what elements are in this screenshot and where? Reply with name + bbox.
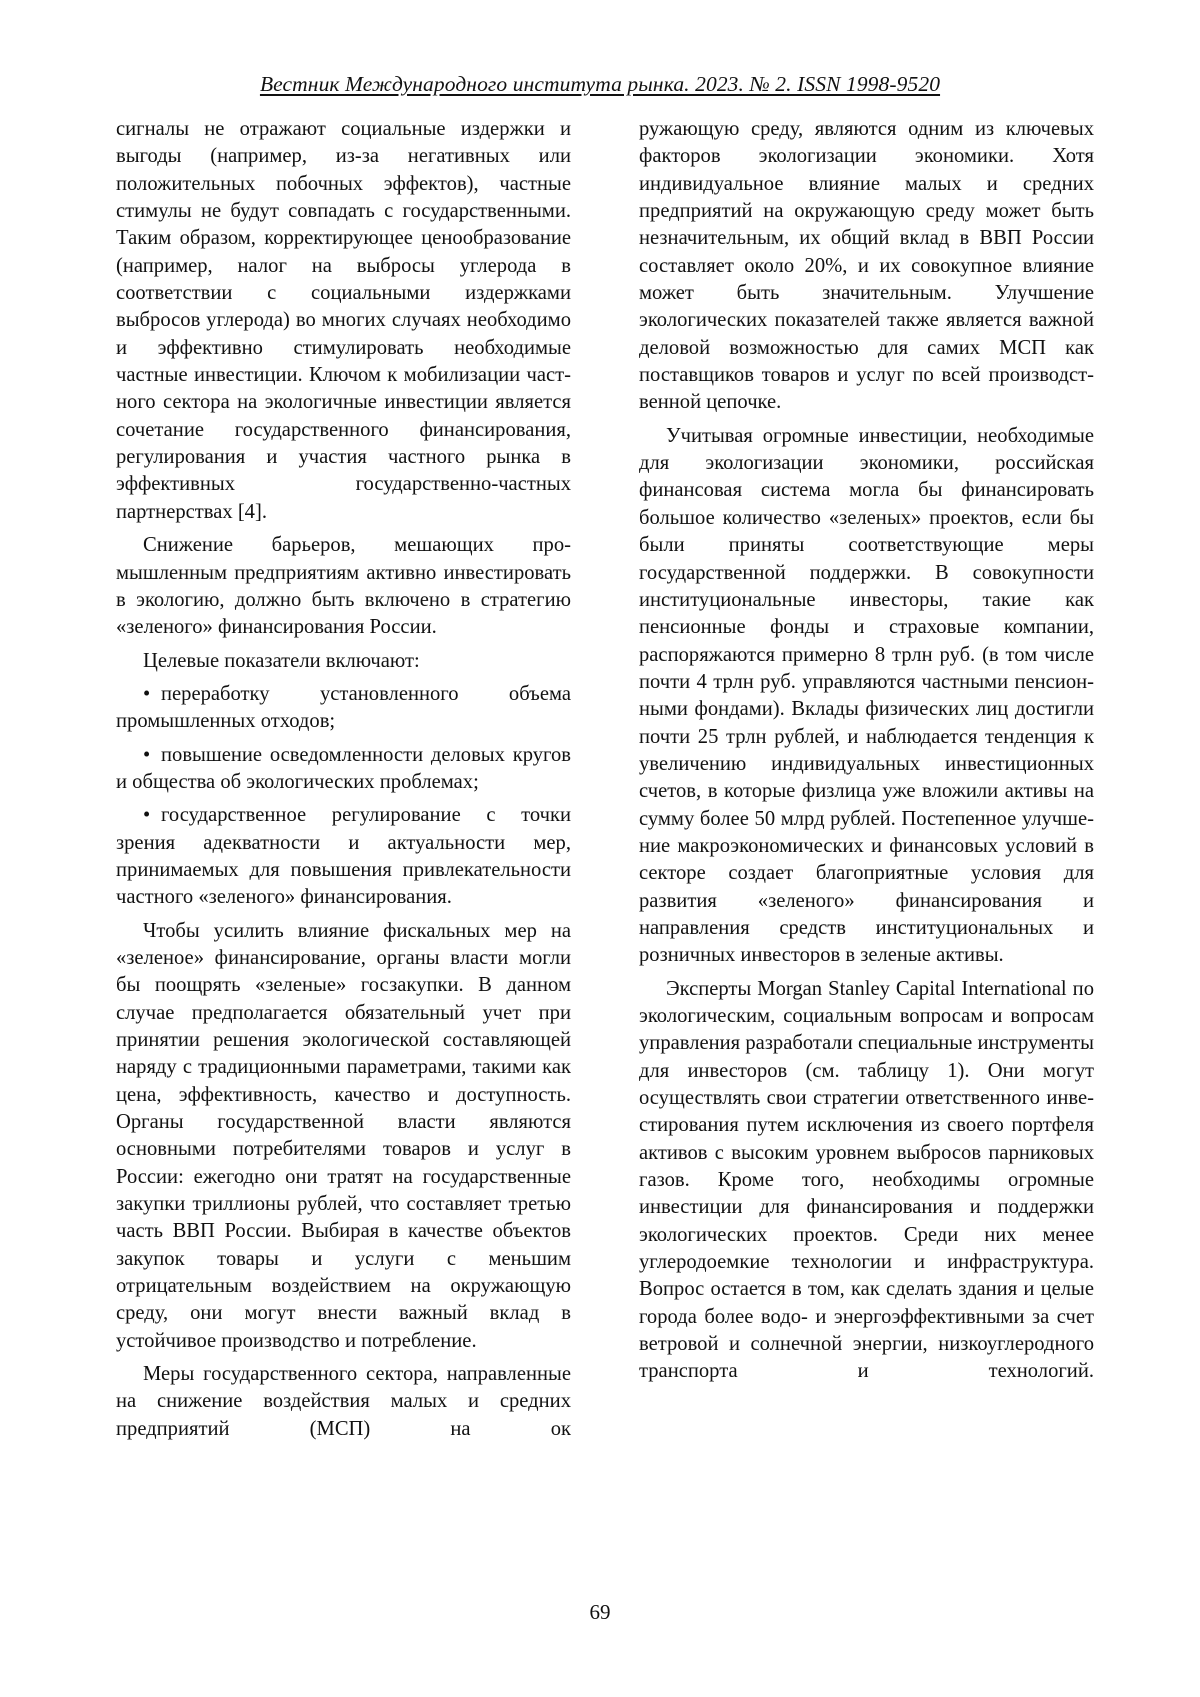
paragraph: сигналы не отражают социальные издержки и выгоды (например, из-за негативных или положительных побочных эффектов), частные стимулы не будут совпадать с государственными. Таким образом, корректирующее ценообразование (например, налог на выбросы углерода в соответствии с социальными издержками выбросов углерода) во многих случаях необходимо и эффективно стимулировать необходимые частные инвестиции. Ключом к мобилизации частного сектора на экологичные инвестиции является сочетание государственного финансирования, регулирования и участия частного рынка в эффективных государственно-частных партнерствах [4]. — [116, 118, 571, 523]
running-header: Вестник Международного института рынка. 2023. № 2. ISSN 1998-9520 — [259, 72, 941, 96]
paragraph: Эксперты Morgan Stanley Capital International по экологическим, социальным вопросам и вопросам управления разработали специальные инструменты для инвесторов (см. таблицу 1). Они могут осуществлять свои стратегии ответственного инвестирования путем исключения из своего портфеля активов с высоким уровнем выбросов парниковых газов. Кроме того, необходимы огромные инвестиции для финансирования и поддержки экологических проектов. Среди них менее углеродоемкие технологии и инфраструктура. Вопрос остается в том, как сделать здания и целые города более водо- и энергоэффективными за счет ветровой и солнечной энергии, низкоуглеродного транспорта и технологий. — [639, 977, 1094, 1383]
right-column — [639, 116, 1094, 1386]
list-item-text: государственное регулирование с точки зрения адекватности и актуальности мер, принимаемых для повышения привлекательности частного «зеленого» финансирования. — [116, 804, 571, 909]
paragraph: Меры государственного сектора, направленные на снижение воздействия малых и средних предприятий (МСП) на ок — [116, 1363, 571, 1440]
bullet-list — [116, 681, 571, 912]
list-item — [116, 681, 571, 736]
paragraph: ружающую среду, являются одним из ключевых факторов экологизации экономики. Хотя индивидуальное влияние малых и средних предприятий на окружающую среду может быть незначительным, их общий вклад в ВВП России составляет около 20%, и их совокупное влияние может быть значительным. Улучшение экологических показателей также является важной деловой возможностью для самих МСП как поставщиков товаров и услуг по всей производственной цепочке. — [639, 118, 1094, 414]
list-item — [116, 802, 571, 911]
list-item — [116, 742, 571, 797]
paragraph: Целевые показатели включают: — [143, 649, 420, 672]
left-column — [116, 116, 571, 1443]
page-number: 69 — [589, 1600, 611, 1624]
paragraph: Чтобы усилить влияние фискальных мер на «зеленое» финансирование, органы власти могли бы поощрять «зеленые» госзакупки. В данном случае предполагается обязательный учет при принятии решения экологической составляющей наряду с традиционными параметрами, такими как цена, эффективность, качество и доступность. Органы государственной власти являются основными потребителями товаров и услуг в России: ежегодно они тратят на государственные закупки триллионы рублей, что составляет третью часть ВВП России. Выбирая в качестве объектов закупок товары и услуги с меньшим отрицательным воздействием на окружающую среду, они могут внести важный вклад в устойчивое производство и потребление. — [116, 919, 571, 1352]
paragraph: Учитывая огромные инвестиции, необходимые для экологизации экономики, российская финансовая система могла бы финансировать большое количество «зеленых» проектов, если бы были приняты соответствующие меры государственной поддержки. В совокупности институциональные инвесторы, такие как пенсионные фонды и страховые компании, распоряжаются примерно 8 трлн руб. (в том числе почти 4 трлн руб. управляются частными пенсионными фондами). Вклады физических лиц достигли почти 25 трлн рублей, и наблюдается тенденция к увеличению индивидуальных инвестиционных счетов, в которые физлица уже вложили активы на сумму более 50 млрд рублей. Постепенное улучшение макроэкономических и финансовых условий в секторе создает благоприятные условия для развития «зеленого» финансирования и направления средств институциональных и розничных инвесторов в зеленые активы. — [639, 424, 1094, 967]
list-item-text: переработку установленного объема промышленных отходов; — [116, 682, 571, 733]
paragraph: Снижение барьеров, мешающих промышленным предприятиям активно инвестировать в экологию, должно быть включено в стратегию «зеленого» финансирования России. — [116, 534, 571, 639]
list-item-text: повышение осведомленности деловых кругов и общества об экологических проблемах; — [116, 743, 571, 793]
